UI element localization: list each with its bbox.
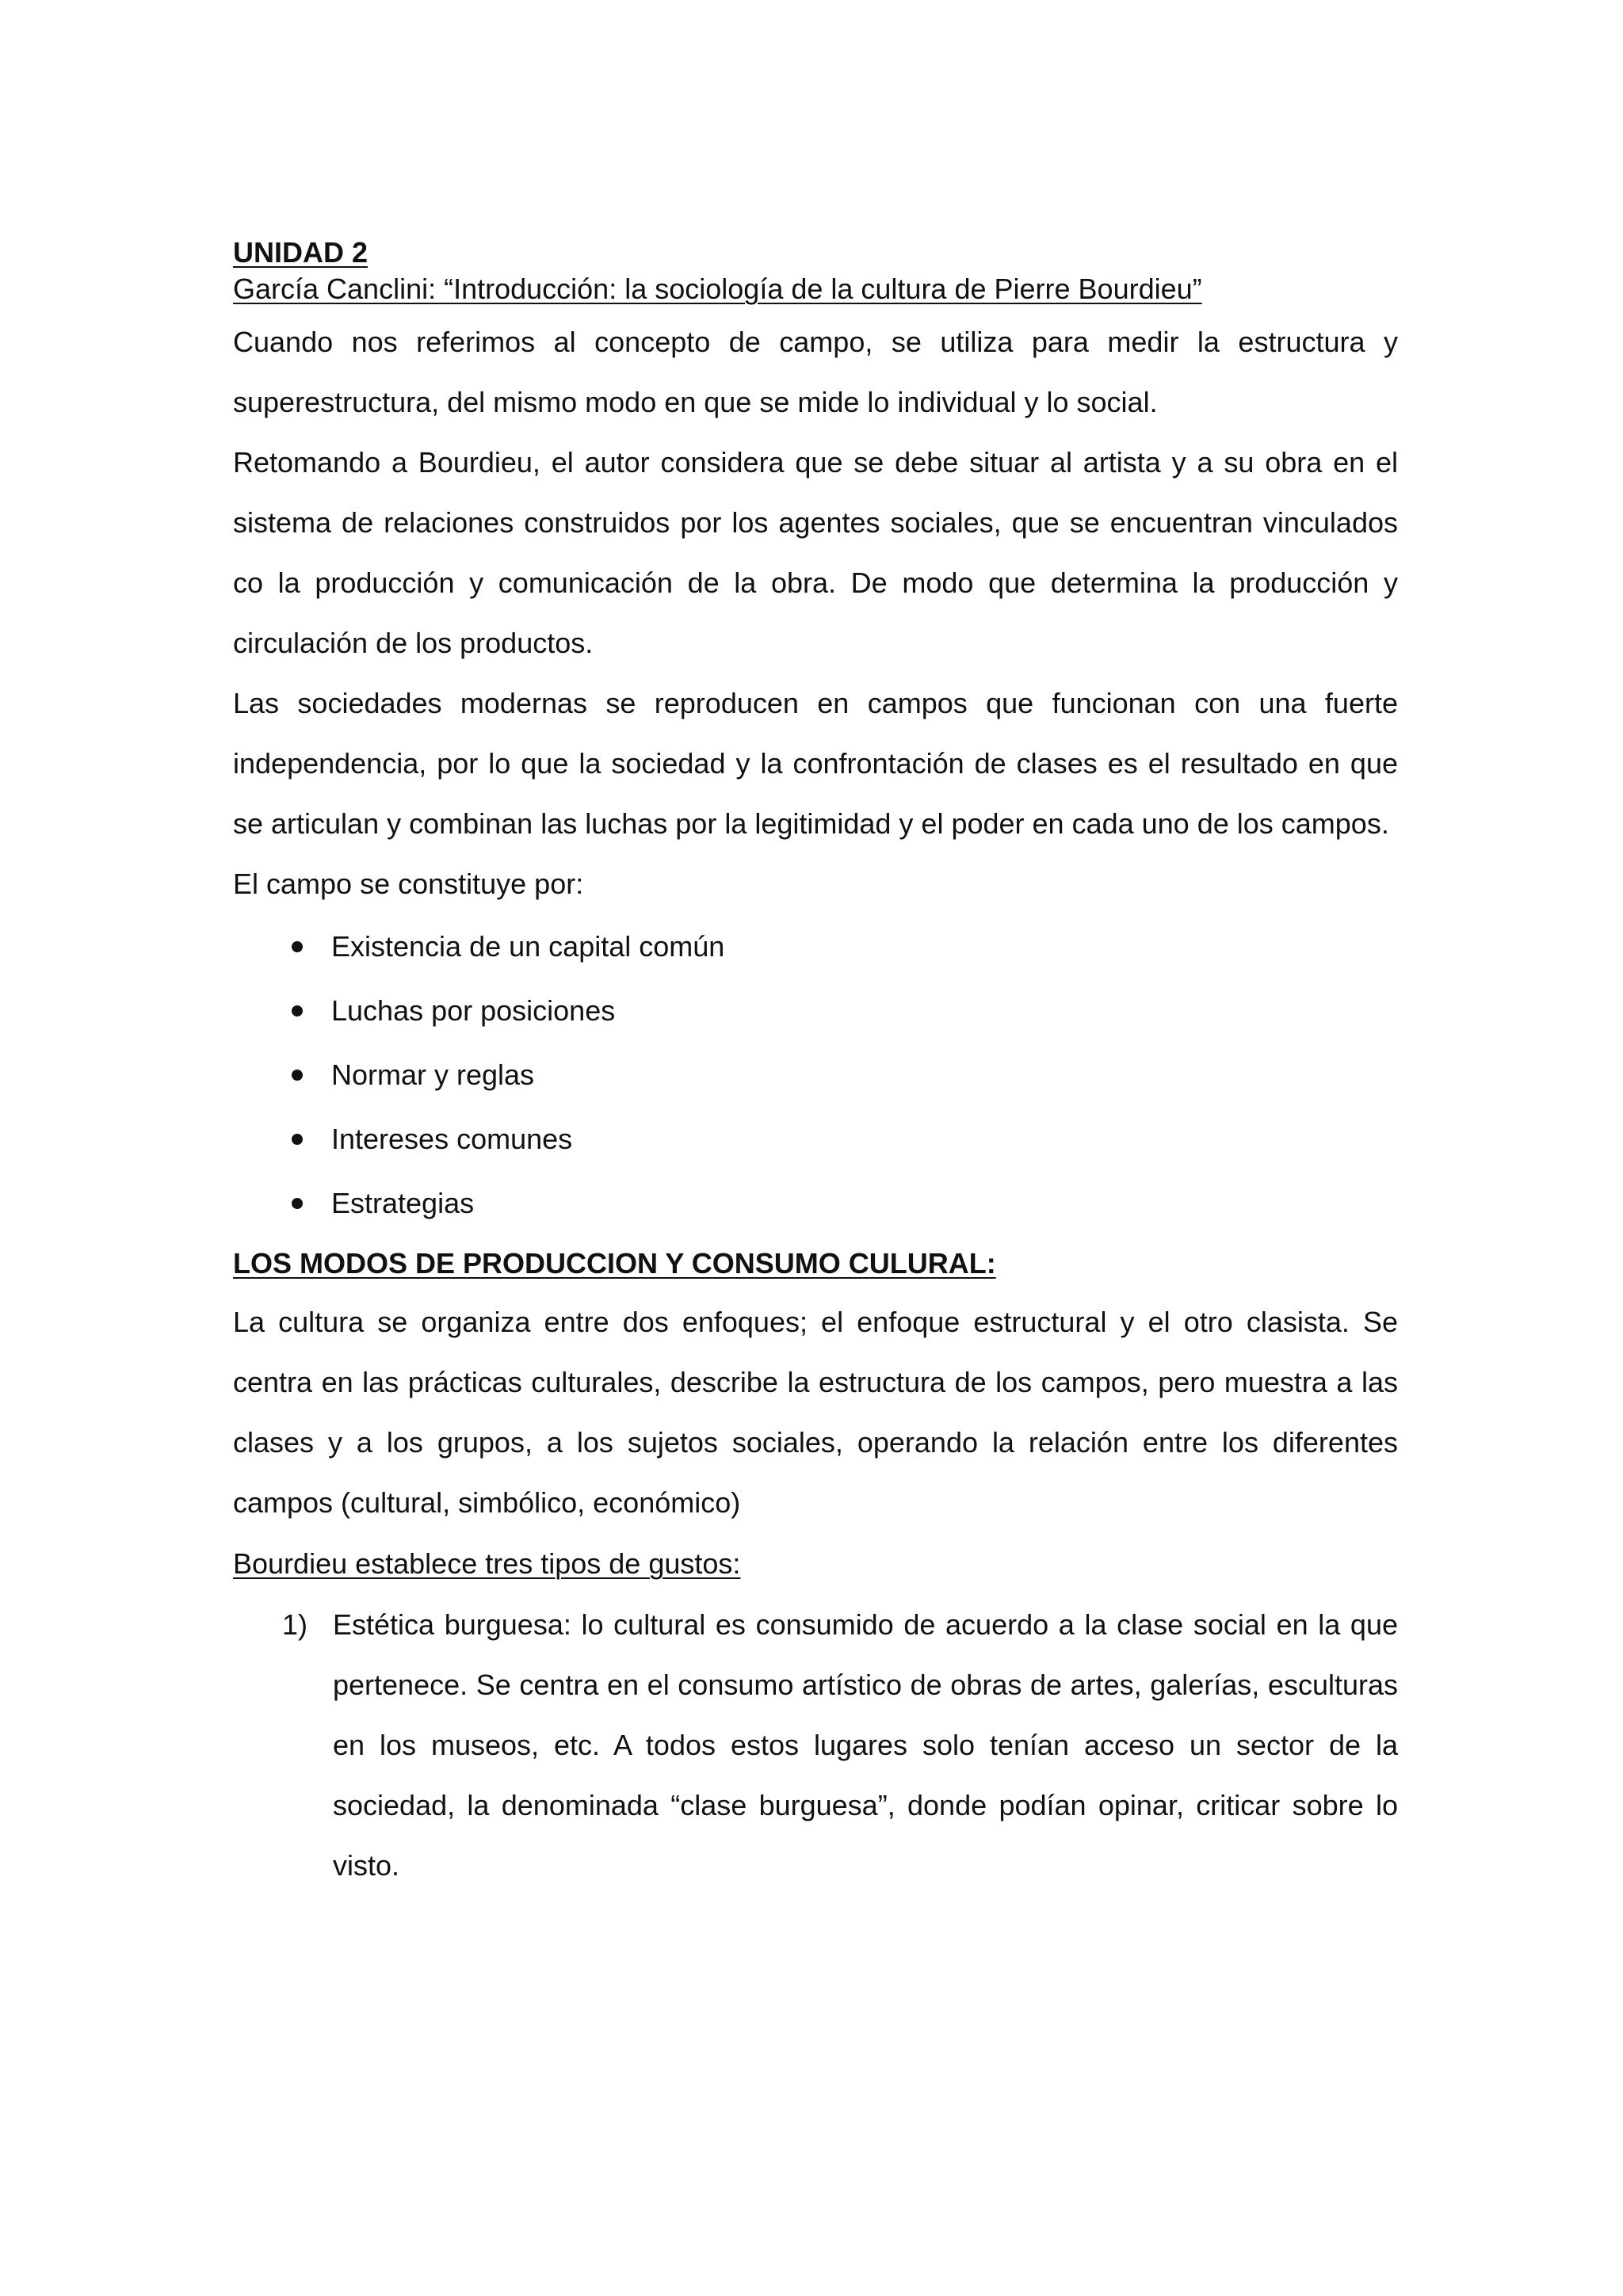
paragraph: Retomando a Bourdieu, el autor considera que se debe situar al artista y a su obra en el sistema de relaciones construidos por los agentes sociales, que se encuentran vinculados co la producción y comunicación de la obra. De modo que determina la producción y circulación de los productos. [233,446,1398,659]
paragraph: Las sociedades modernas se reproducen en campos que funcionan con una fuerte independencia, por lo que la sociedad y la confrontación de clases es el resultado en que se articulan y combinan las luchas por la legitimidad y el poder en cada uno de los campos. [233,687,1398,840]
list-item-text: Estrategias [331,1186,475,1219]
section-title: LOS MODOS DE PRODUCCION Y CONSUMO CULURAL: [233,1247,996,1280]
list-item-text: Existencia de un capital común [331,929,725,963]
item-number: 1) [282,1608,308,1641]
bullet-icon [292,1198,303,1209]
numbered-item [233,1595,1398,1896]
list-item [233,1107,1398,1171]
list-item [233,978,1398,1043]
list-item [233,914,1398,978]
unit-title: UNIDAD 2 [233,236,369,269]
paragraph: Cuando nos referimos al concepto de campo, se utiliza para medir la estructura y superestructura, del mismo modo en que se mide lo individual y lo social. [233,326,1398,418]
list-item-text: Intereses comunes [331,1122,573,1155]
tastes-list [233,1595,1398,1896]
bullet-icon [292,1005,303,1016]
bullet-icon [292,1070,303,1081]
list-item-text: Normar y reglas [331,1058,535,1091]
list-item [233,1043,1398,1107]
bullet-icon [292,941,303,952]
field-components-list [233,914,1398,1235]
item-text: Estética burguesa: lo cultural es consumido de acuerdo a la clase social en la que pertenece. Se centra en el consumo artístico de obras de artes, galerías, esculturas en los museos, etc. A todos estos lugares solo tenían acceso un sector de la sociedad, la denominada “clase burguesa”, donde podían opinar, criticar sobre lo visto. [333,1608,1398,1882]
document-page [233,235,1398,1896]
field-intro: El campo se constituye por: [233,868,584,900]
section-paragraph: La cultura se organiza entre dos enfoques; el enfoque estructural y el otro clasista. Se centra en las prácticas culturales, describe la estructura de los campos, pero muestra a las clases y a los grupos, a los sujetos sociales, operando la relación entre los diferentes campos (cultural, simbólico, económico) [233,1306,1398,1519]
tastes-heading: Bourdieu establece tres tipos de gustos: [233,1547,741,1580]
list-item [233,1171,1398,1235]
reading-subtitle: García Canclini: “Introducción: la sociología de la cultura de Pierre Bourdieu” [233,273,1202,305]
list-item-text: Luchas por posiciones [331,994,616,1027]
bullet-icon [292,1134,303,1145]
